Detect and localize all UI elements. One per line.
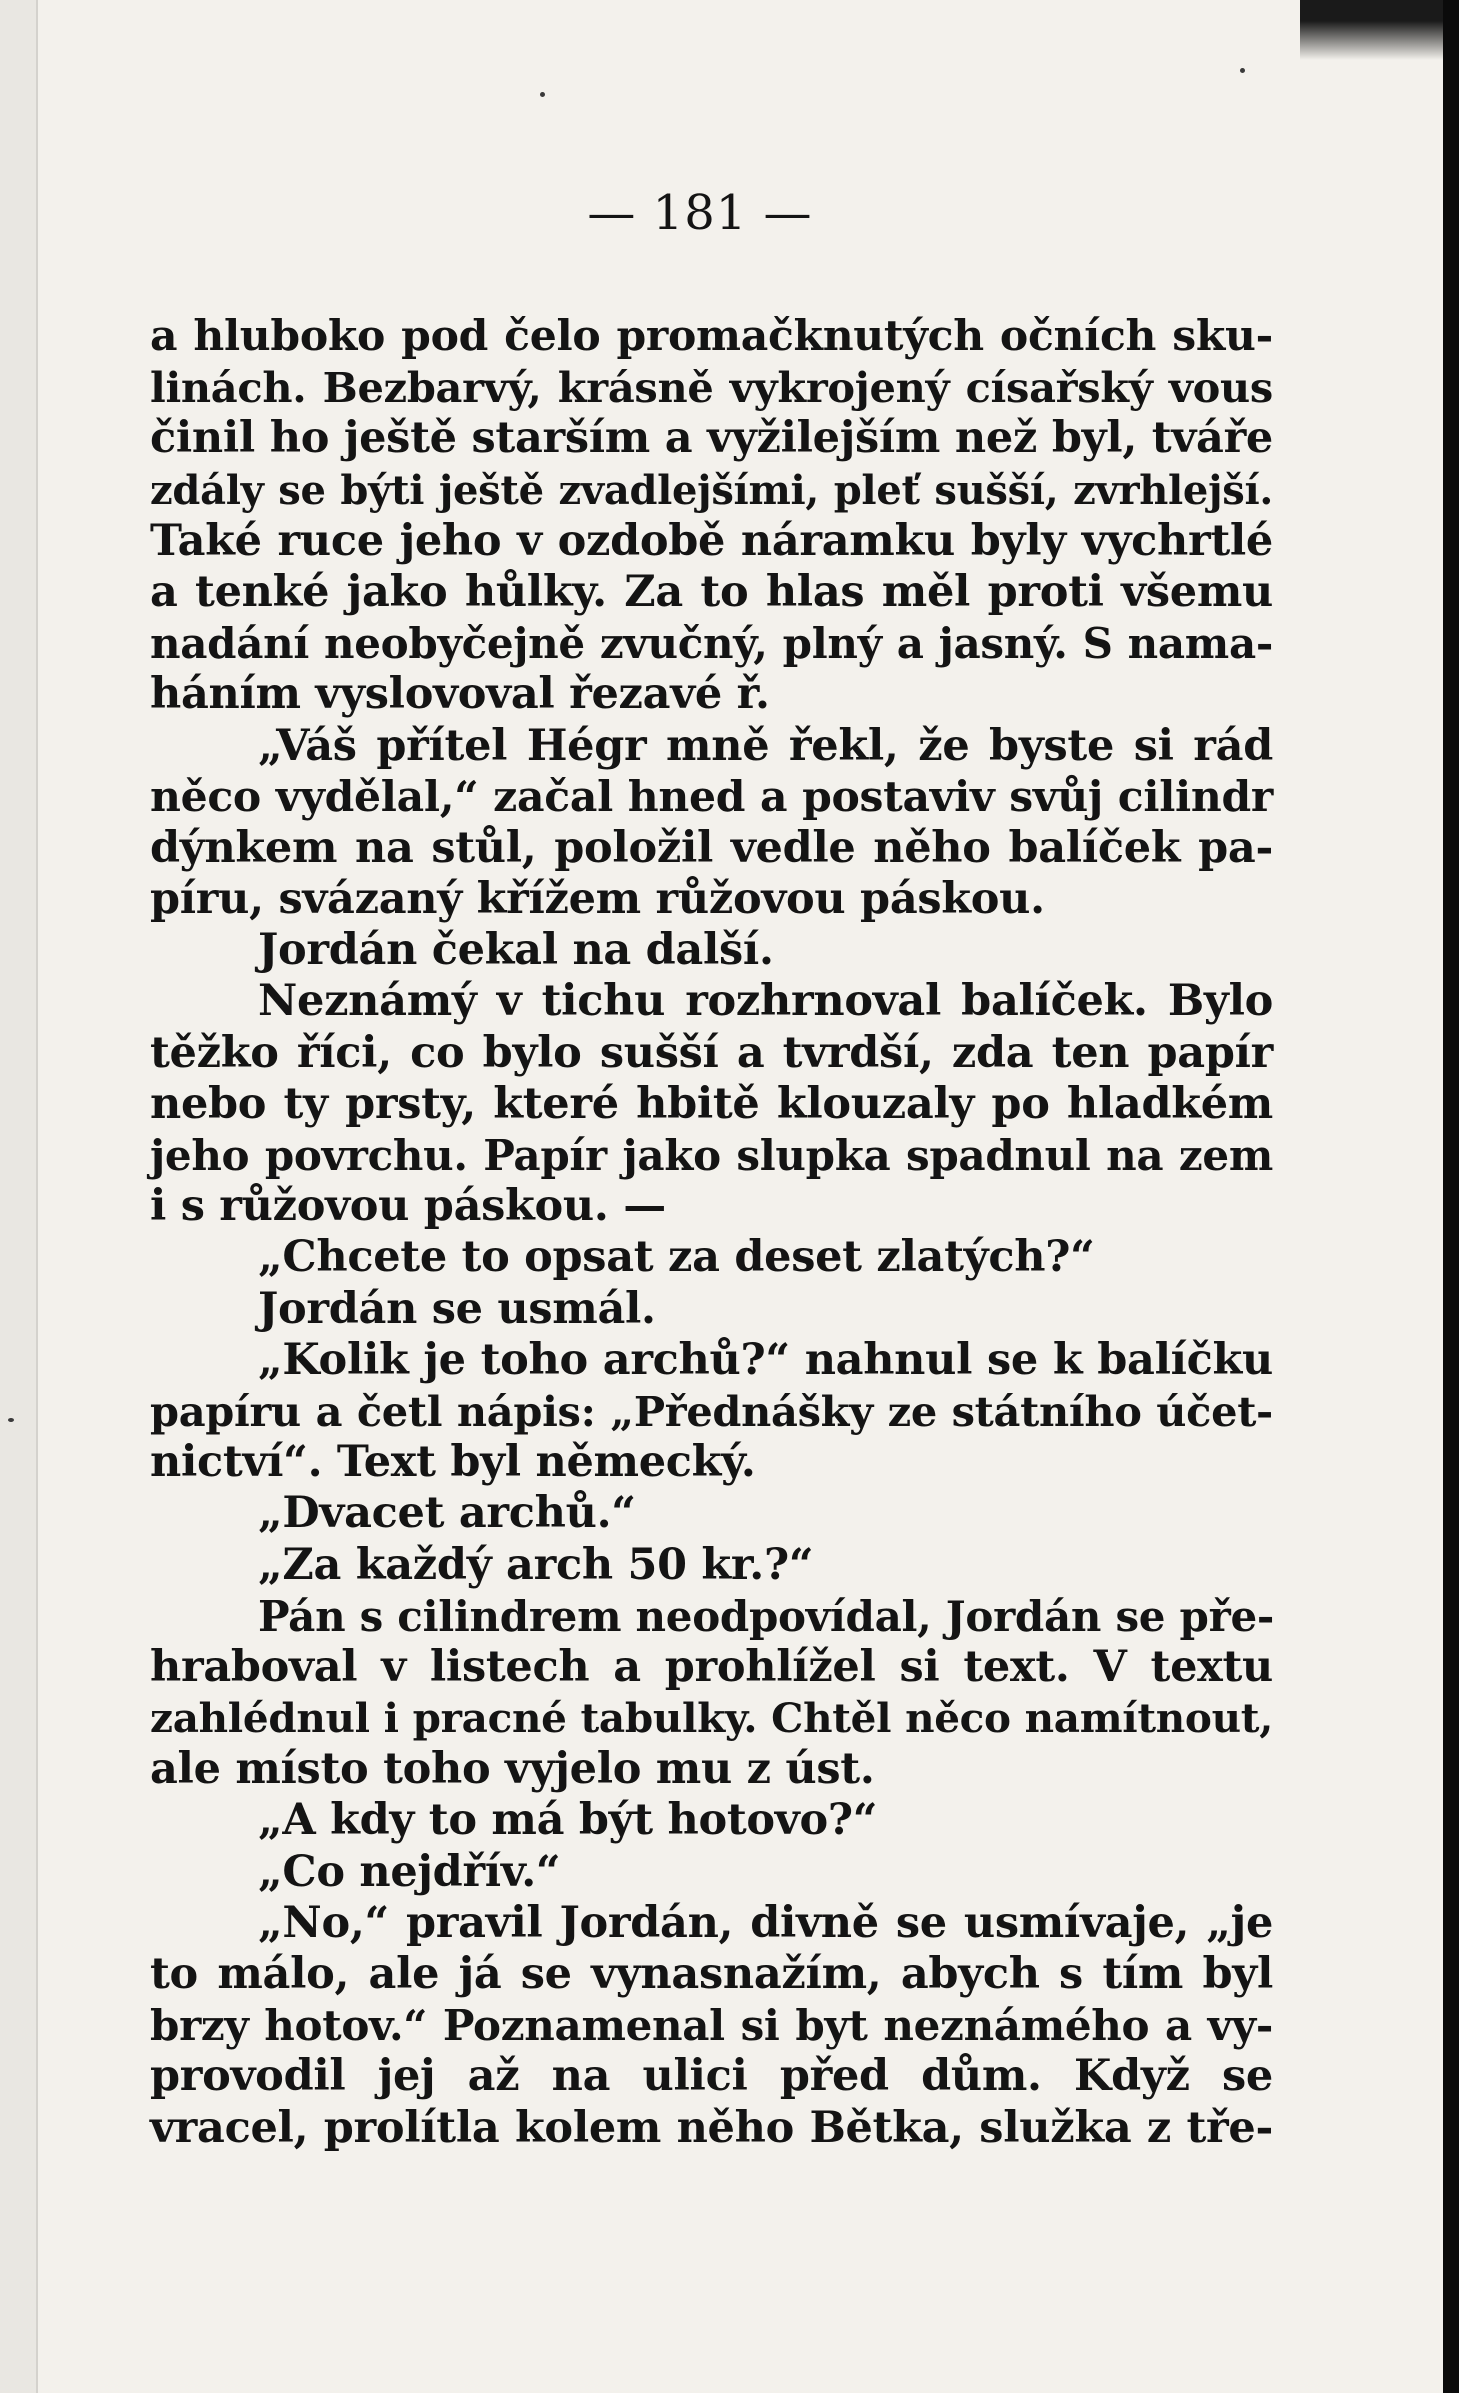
- text-line: píru, svázaný křížem růžovou páskou.: [150, 874, 1045, 925]
- text-line: ale místo toho vyjelo mu z úst.: [150, 1744, 875, 1795]
- text-line: „A kdy to má být hotovo?“: [258, 1795, 878, 1846]
- text-line: činil ho ještě starším a vyžilejším než byl, tváře: [150, 413, 1273, 464]
- scan-speck: [1240, 68, 1245, 73]
- text-line: to málo, ale já se vynasnažím, abych s tím byl: [150, 1949, 1273, 1999]
- page-number: — 181 —: [587, 185, 813, 241]
- text-line: nadání neobyčejně zvučný, plný a jasný. S nama-: [150, 619, 1273, 669]
- text-line: i s růžovou páskou. —: [150, 1181, 666, 1232]
- text-line: nebo ty prsty, které hbitě klouzaly po hladkém: [150, 1078, 1273, 1129]
- text-line: linách. Bezbarvý, krásně vykrojený císařský vous: [150, 363, 1273, 413]
- text-line: provodil jej až na ulici před dům. Když se: [150, 2051, 1273, 2102]
- text-line: „Dvacet archů.“: [258, 1488, 636, 1539]
- text-line: a hluboko pod čelo promačknutých očních sku-: [150, 311, 1273, 361]
- text-line: a tenké jako hůlky. Za to hlas měl proti všemu: [150, 566, 1273, 617]
- text-line: zdály se býti ještě zvadlejšími, pleť sušší, zvrhlejší.: [150, 466, 1273, 514]
- text-line: „Váš přítel Hégr mně řekl, že byste si rád: [258, 720, 1273, 771]
- text-line: Jordán se usmál.: [258, 1283, 656, 1334]
- text-line: dýnkem na stůl, položil vedle něho balíček pa-: [150, 822, 1273, 873]
- text-line: „Za každý arch 50 kr.?“: [258, 1539, 814, 1590]
- text-line: zahlédnul i pracné tabulky. Chtěl něco namítnout,: [150, 1694, 1273, 1743]
- text-line: vracel, prolítla kolem něho Bětka, služka z tře-: [150, 2102, 1273, 2153]
- text-line: brzy hotov.“ Poznamenal si byt neznámého a vy-: [150, 2001, 1273, 2051]
- text-line: „No,“ pravil Jordán, divně se usmívaje, „je: [258, 1897, 1273, 1948]
- text-line: hraboval v listech a prohlížel si text. V textu: [150, 1641, 1273, 1692]
- text-line: Neznámý v tichu rozhrnoval balíček. Bylo: [258, 976, 1273, 1027]
- scan-speck: [540, 92, 545, 97]
- text-line: Pán s cilindrem neodpovídal, Jordán se pře-: [258, 1591, 1274, 1641]
- text-line: Jordán čekal na další.: [258, 925, 774, 976]
- text-line: něco vydělal,“ začal hned a postaviv svůj cilindr: [150, 771, 1273, 822]
- text-line: Také ruce jeho v ozdobě náramku byly vychrtlé: [150, 515, 1273, 566]
- text-line: háním vyslovoval řezavé ř.: [150, 669, 770, 720]
- text-line: „Chcete to opsat za deset zlatých?“: [258, 1232, 1095, 1283]
- text-line: jeho povrchu. Papír jako slupka spadnul na zem: [150, 1131, 1273, 1180]
- left-page-margin: [0, 0, 38, 2393]
- text-line: „Kolik je toho archů?“ nahnul se k balíčku: [258, 1334, 1273, 1385]
- text-line: těžko říci, co bylo sušší a tvrdší, zda ten papír: [150, 1027, 1273, 1078]
- text-line: nictví“. Text byl německý.: [150, 1437, 756, 1488]
- scan-right-edge: [1443, 0, 1459, 2393]
- body-text: [150, 311, 1273, 2154]
- scan-top-edge-shadow: [1300, 0, 1459, 60]
- scan-speck: [8, 1418, 14, 1422]
- text-line: papíru a četl nápis: „Přednášky ze státního účet-: [150, 1386, 1273, 1436]
- text-line: „Co nejdřív.“: [258, 1846, 561, 1897]
